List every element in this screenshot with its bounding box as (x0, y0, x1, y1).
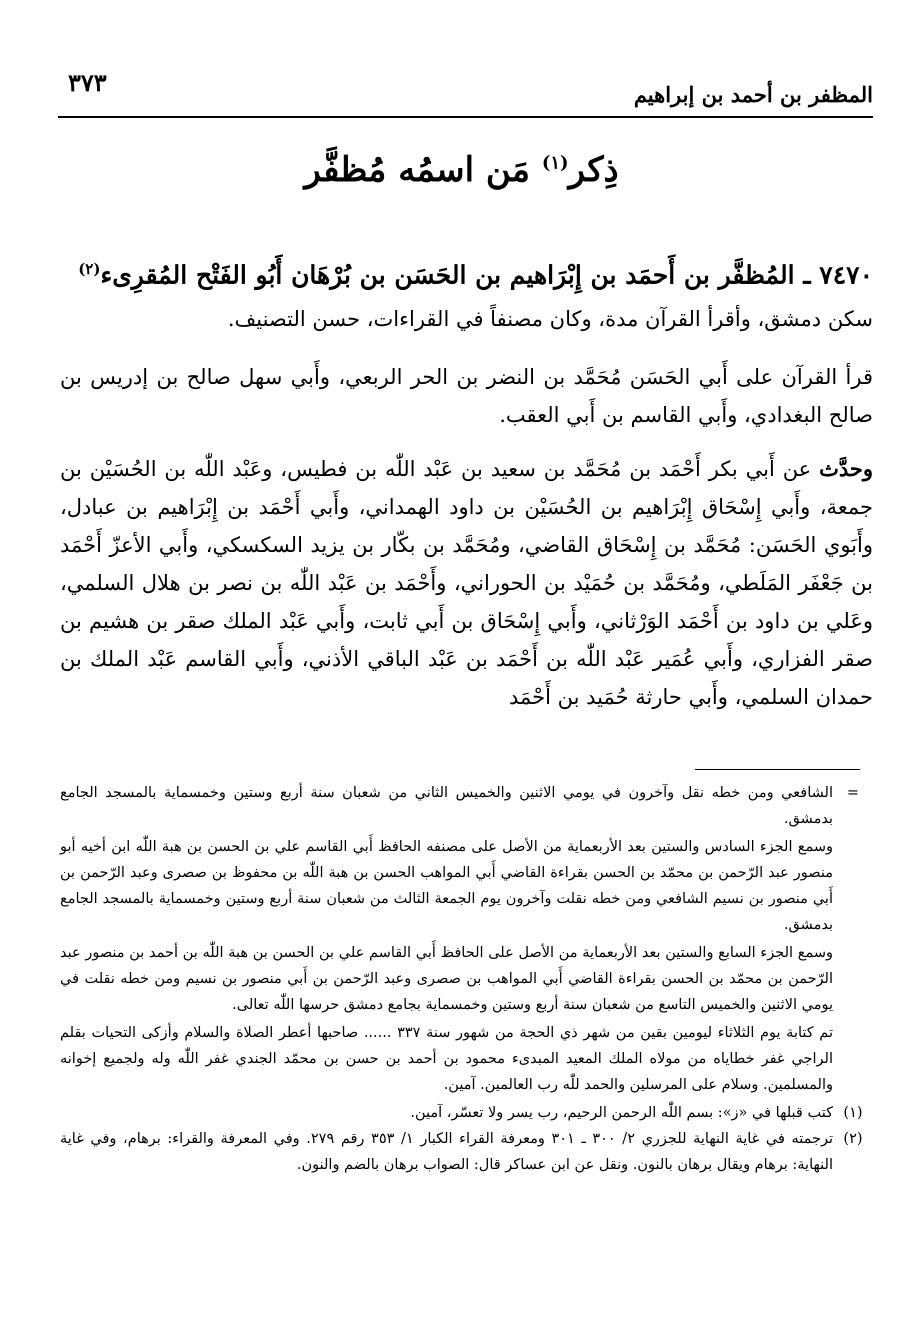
footnote-number: (٢) (843, 1131, 863, 1147)
footnote-text: وسمع الجزء السابع والستين بعد الأربعماية من الأصل على الحافظ أَبي القاسم علي بن الحسن بن هبة اللّٰه بن أحمد بن منصور عبد الرّحمن بن محمّد بن الحسن بقراءة القاضي أَبي المواهب بن صصرى وعبد الرّحمن بن أَبي منصور بن نسيم ومن خطه نقلت في يومي الاثنين والخميس التاسع من شعبان سنة أربع وستين وخمسماية بجامع دمشق حرسها اللّٰه تعالى. (60, 945, 833, 1013)
paragraph-text: عن أَبي بكر أَحْمَد بن مُحَمَّد بن سعيد بن عَبْد اللّٰه بن فطيس، وعَبْد اللّٰه بن الحُسَيْن بن جمعة، وأَبي إِسْحَاق إِبْرَاهيم بن الحُسَيْن بن داود الهمداني، وأَبي أَحْمَد بن إِبْرَاهيم بن عبادل، وأَبَوي الحَسَن: مُحَمَّد بن إِسْحَاق القاضي، ومُحَمَّد بن بكّار بن يزيد السكسكي، وأَبي الأعزّ أَحْمَد بن جَعْفَر المَلَطي، ومُحَمَّد بن حُمَيْد بن الحوراني، وأَحْمَد بن عَبْد اللّٰه بن نصر بن هلال السلمي، وعَلي بن داود بن أَحْمَد الوَرْثاني، وأَبي إِسْحَاق بن أَبي ثابت، وأَبي عَبْد الملك صقر بن هشيم بن صقر الفزاري، وأَبي عُمَير عَبْد اللّٰه بن أَحْمَد بن عَبْد الباقي الأذني، وأَبي القاسم عَبْد الملك بن حمدان السلمي، وأَبي حارثة حُمَيد بن أَحْمَد (60, 457, 873, 709)
footnote-text: تم كتابة يوم الثلاثاء ليومين بقين من شهر ذي الحجة من شهور سنة ٣٣٧ ...... صاحبها أعطر الصلاة والسلام وأزكى التحيات بقلم الراجي غفر خطاياه من مولاه الملك المعيد المبدىء محمود بن أحمد بن حسن بن محمّد الجندي غفر اللّٰه وله ولجميع إخوانه والمسلمين. وسلام على المرسلين والحمد للّٰه رب العالمين. آمين. (60, 1025, 833, 1093)
footnote-1 (60, 1100, 873, 1126)
running-header (58, 68, 873, 118)
paragraph-3 (60, 450, 873, 716)
page-number: ٣٧٣ (68, 68, 107, 97)
footnote-continuation (60, 834, 873, 938)
footnote-text: ترجمته في غاية النهاية للجزري ٢/ ٣٠٠ ـ ٣٠١ ومعرفة القراء الكبار ١/ ٣٥٣ رقم ٢٧٩. وفي المعرفة والقراء: برهام، وفي غاية النهاية: برهام ويقال برهان بالنون. ونقل عن ابن عساكر قال: الصواب برهان بالضم والنون. (60, 1131, 834, 1173)
footnotes (60, 780, 873, 1178)
paragraph-2 (60, 358, 873, 434)
footnote-number: (١) (843, 1105, 863, 1121)
footnote-text: كتب قبلها في «ز»: بسم اللّٰه الرحمن الرحيم، رب يسر ولا تعسّر، آمين. (410, 1105, 833, 1121)
footnote-text: الشافعي ومن خطه نقل وآخرون في يومي الاثنين والخميس الثاني من شعبان سنة أربع وستين وخمسماية بالمسجد الجامع بدمشق. (60, 785, 833, 827)
paragraph-1 (60, 300, 873, 338)
section-title-word: ذِكر (568, 150, 619, 190)
paragraph-lead-word: وحدَّث (819, 456, 873, 481)
running-title: المظفر بن أحمد بن إبراهيم (633, 82, 873, 107)
section-title-rest: مَن اسمُه مُظفَّر (304, 150, 530, 190)
section-footnote-ref: (١) (541, 152, 569, 174)
paragraph-text: سكن دمشق، وأقرأ القرآن مدة، وكان مصنفاً في القراءات، حسن التصنيف. (227, 307, 873, 331)
entry-heading-text: ٧٤٧٠ ـ المُظفَّر بن أَحمَد بن إِبْرَاهيم بن الحَسَن بن بُرْهَان أَبُو الفَتْح المُقرِىء (100, 260, 873, 290)
footnote-separator (695, 769, 860, 770)
footnote-continuation (60, 940, 873, 1018)
paragraph-text: قرأ القرآن على أَبي الحَسَن مُحَمَّد بن النضر بن الحر الربعي، وأَبي سهل صالح بن إدريس بن صالح البغدادي، وأَبي القاسم بن أَبي العقب. (60, 365, 873, 427)
section-title (0, 150, 923, 190)
footnote-continuation (60, 1020, 873, 1098)
entry-footnote-ref: (٢) (78, 260, 101, 278)
footnote-continuation (60, 780, 873, 832)
footnote-mark: = (846, 785, 860, 801)
header-rule (58, 116, 873, 118)
entry-heading (60, 250, 873, 294)
footnote-2 (60, 1126, 873, 1178)
footnote-text: وسمع الجزء السادس والستين بعد الأربعماية من الأصل على مصنفه الحافظ أَبي القاسم علي بن الحسن بن هبة اللّٰه ابن أخيه أبو منصور عبد الرّحمن بن محمّد بن الحسن بقراءة القاضي أَبي المواهب الحسن بن هبة اللّٰه بن محفوظ بن صصرى وعبد الرّحمن بن أَبي منصور بن نسيم الشافعي ومن خطه نقلت وآخرون يوم الجمعة الثالث من شعبان سنة أربع وستين وخمسماية بالمسجد الجامع بدمشق. (60, 839, 833, 933)
